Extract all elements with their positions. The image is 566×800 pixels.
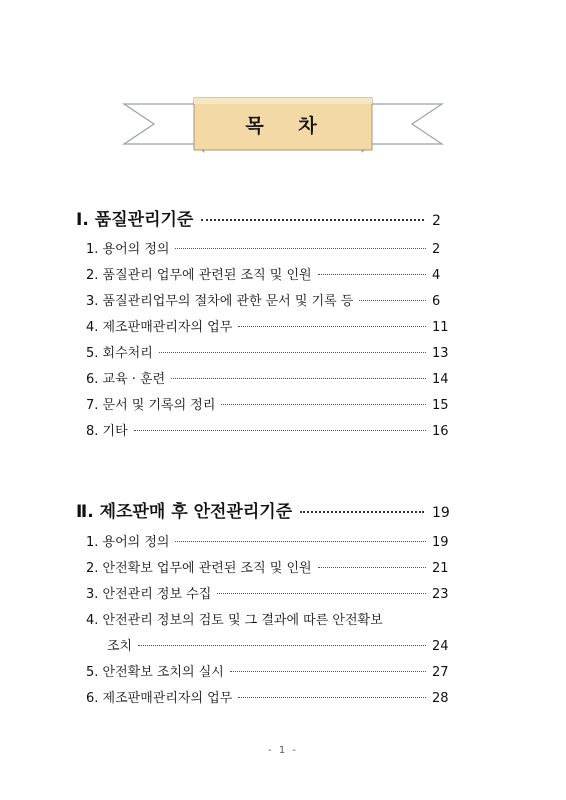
dot-leader [221,404,426,405]
dot-leader [138,645,426,646]
toc-entry[interactable] [86,394,448,414]
dot-leader [201,219,424,221]
toc-entry[interactable] [86,609,448,629]
dot-leader [171,378,426,379]
toc-entry[interactable] [86,531,448,551]
page-number: 15 [432,398,449,413]
page-number: 2 [432,213,441,229]
entry-title: 4. 제조판매관리자의 업무 [86,320,233,335]
page-number: 24 [432,639,449,654]
page-number: 11 [432,320,449,335]
dot-leader [300,511,424,513]
entry-title: 5. 안전확보 조치의 실시 [86,665,224,680]
entry-title: 5. 회수처리 [86,346,153,361]
page-number: 16 [432,424,449,439]
dot-leader [318,567,426,568]
page-number: 19 [432,535,449,550]
entry-title: 3. 안전관리 정보 수집 [86,587,212,602]
entry-title: 4. 안전관리 정보의 검토 및 그 결과에 따른 안전확보 [86,613,383,628]
entry-title: 2. 품질관리 업무에 관련된 조직 및 인원 [86,268,312,283]
section-heading[interactable] [76,497,448,523]
entry-title: 2. 안전확보 업무에 관련된 조직 및 인원 [86,561,312,576]
toc-banner [120,92,446,158]
dot-leader [159,352,426,353]
toc-entry[interactable] [86,264,448,284]
page-number: 14 [432,372,449,387]
page-footer-number: - 1 - [268,745,298,756]
page-number: 6 [432,294,441,309]
toc-entry[interactable] [86,557,448,577]
page-number: 4 [432,268,441,283]
dot-leader [175,541,426,542]
entry-title: 8. 기타 [86,424,128,439]
section-numeral: Ⅰ. [76,210,89,230]
section-numeral: Ⅱ. [76,502,94,522]
toc-entry[interactable] [86,342,448,362]
dot-leader [134,430,426,431]
entry-title: 3. 품질관리업무의 절차에 관한 문서 및 기록 등 [86,294,354,309]
toc-entry[interactable] [86,420,448,440]
toc-entry[interactable] [86,583,448,603]
entry-title: 6. 제조판매관리자의 업무 [86,691,233,706]
page-number: 19 [432,505,450,521]
toc-entry-continued[interactable] [107,635,448,655]
section-title: 품질관리기준 [94,210,194,230]
page-number: 28 [432,691,449,706]
dot-leader [217,593,426,594]
section-heading[interactable] [76,205,448,231]
page-number: 27 [432,665,449,680]
toc-entry[interactable] [86,368,448,388]
entry-title: 1. 용어의 정의 [86,535,170,550]
page-number: 23 [432,587,449,602]
dot-leader [238,697,426,698]
dot-leader [238,326,426,327]
toc-entry[interactable] [86,290,448,310]
toc-entry[interactable] [86,316,448,336]
entry-title: 7. 문서 및 기록의 정리 [86,398,216,413]
entry-title: 조치 [107,639,133,654]
toc-entry[interactable] [86,238,448,258]
toc-entry[interactable] [86,661,448,681]
page-number: 13 [432,346,449,361]
dot-leader [359,300,426,301]
entry-title: 6. 교육 · 훈련 [86,372,166,387]
section-title: 제조판매 후 안전관리기준 [99,502,293,522]
page-number: 2 [432,242,441,257]
dot-leader [230,671,426,672]
toc-entry[interactable] [86,687,448,707]
toc-title: 목 차 [245,114,331,137]
dot-leader [175,248,426,249]
dot-leader [318,274,426,275]
entry-title: 1. 용어의 정의 [86,242,170,257]
page-number: 21 [432,561,449,576]
